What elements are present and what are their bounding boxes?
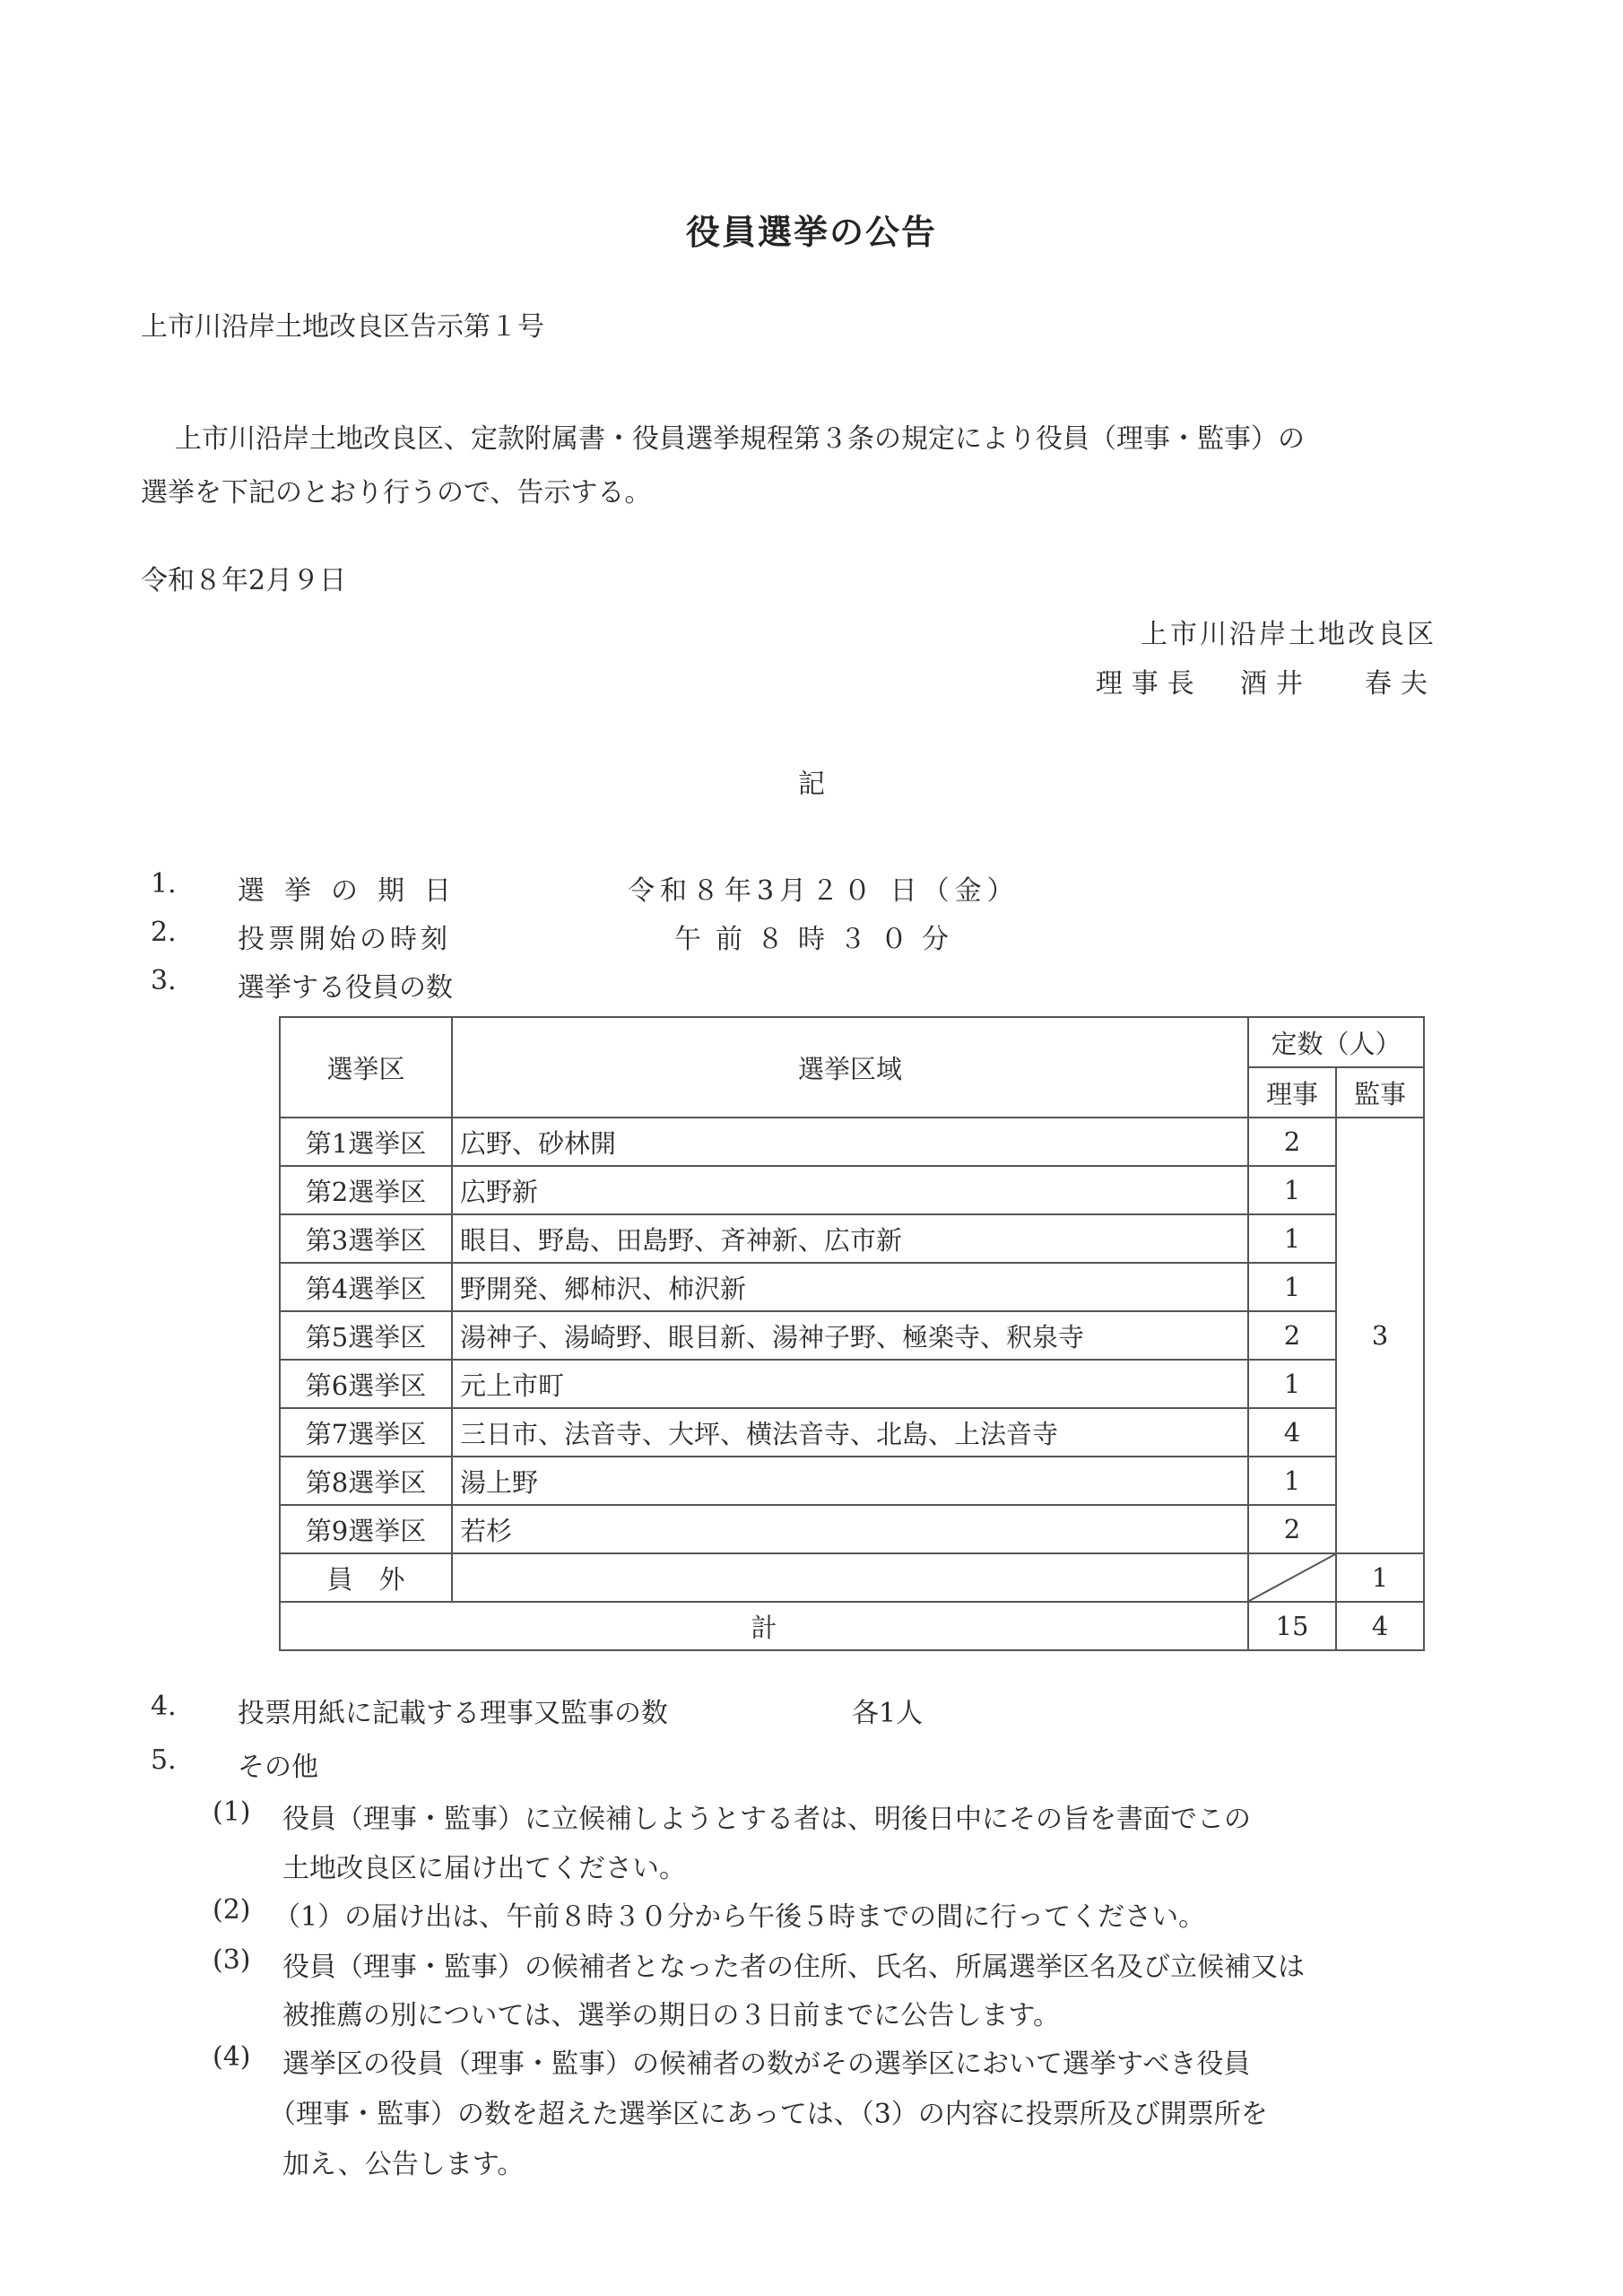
sub-number: (1) — [213, 1796, 251, 1828]
item-number: 1. — [151, 868, 177, 900]
issuer-family-name: 酒井 — [1239, 668, 1312, 700]
header-district: 選挙区 — [280, 1017, 452, 1118]
header-quota: 定数（人） — [1248, 1017, 1424, 1067]
director-count: 2 — [1248, 1505, 1336, 1553]
table-row — [280, 1457, 1424, 1505]
director-count: 2 — [1248, 1118, 1336, 1166]
table-row — [280, 1360, 1424, 1408]
item-label: 選挙の期日 — [238, 875, 471, 907]
item-label: 選挙する役員の数 — [238, 972, 453, 1004]
sub-text-line: 役員（理事・監事）に立候補しようとする者は、明後日中にその旨を書面でこの — [282, 1804, 1251, 1835]
ki-heading: 記 — [798, 769, 825, 800]
item-label: 投票用紙に記載する理事又監事の数 — [238, 1698, 668, 1729]
header-auditor: 監事 — [1336, 1067, 1424, 1118]
director-count: 1 — [1248, 1166, 1336, 1214]
district-area: 広野新 — [452, 1166, 1248, 1214]
director-count: 1 — [1248, 1360, 1336, 1408]
quota-table — [279, 1016, 1425, 1651]
total-label: 計 — [280, 1602, 1248, 1650]
votes-per-ballot: 各1人 — [852, 1698, 924, 1729]
sub-number: (2) — [213, 1894, 251, 1926]
body-text-line-1: 上市川沿岸土地改良区、定款附属書・役員選挙規程第３条の規定により役員（理事・監事）の — [175, 423, 1305, 455]
table-header-row — [280, 1017, 1424, 1067]
table-row — [280, 1311, 1424, 1360]
auditor-count-districts: 3 — [1336, 1118, 1424, 1553]
director-count: 1 — [1248, 1214, 1336, 1263]
ingai-area — [452, 1553, 1248, 1602]
district-area: 若杉 — [452, 1505, 1248, 1553]
sub-text-line: 選挙区の役員（理事・監事）の候補者の数がその選挙区において選挙すべき役員 — [282, 2048, 1251, 2080]
body-text-line-2: 選挙を下記のとおり行うので、告示する。 — [141, 477, 652, 509]
total-director: 15 — [1248, 1602, 1336, 1650]
district-name: 第7選挙区 — [280, 1408, 452, 1457]
ingai-director-na — [1248, 1553, 1336, 1602]
notice-date: 令和８年2月９日 — [141, 565, 347, 596]
item-number: 2. — [151, 917, 177, 948]
district-area: 野開発、郷柿沢、柿沢新 — [452, 1263, 1248, 1311]
director-count: 1 — [1248, 1263, 1336, 1311]
ingai-label: 員 外 — [280, 1553, 452, 1602]
voting-start-time: 午前８時３０分 — [674, 924, 963, 955]
ingai-auditor-count: 1 — [1336, 1553, 1424, 1602]
district-name: 第8選挙区 — [280, 1457, 452, 1505]
diagonal-slash-icon — [1249, 1554, 1335, 1601]
item-label: 投票開始の時刻 — [238, 924, 451, 955]
district-name: 第1選挙区 — [280, 1118, 452, 1166]
table-row — [280, 1505, 1424, 1553]
table-row — [280, 1166, 1424, 1214]
sub-text-line: 土地改良区に届け出てください。 — [282, 1853, 686, 1884]
district-area: 元上市町 — [452, 1360, 1248, 1408]
issuer-organization: 上市川沿岸土地改良区 — [1141, 619, 1436, 650]
director-count: 4 — [1248, 1408, 1336, 1457]
item-number: 5. — [151, 1744, 177, 1776]
item-number: 4. — [151, 1691, 177, 1722]
director-count: 1 — [1248, 1457, 1336, 1505]
district-name: 第2選挙区 — [280, 1166, 452, 1214]
district-name: 第4選挙区 — [280, 1263, 452, 1311]
issuer-position: 理事長 — [1095, 668, 1203, 700]
table-row — [280, 1263, 1424, 1311]
table-row — [280, 1118, 1424, 1166]
sub-number: (3) — [213, 1944, 251, 1976]
sub-text-line: 役員（理事・監事）の候補者となった者の住所、氏名、所属選挙区名及び立候補又は — [282, 1952, 1305, 1983]
issuer-signature — [1096, 666, 1436, 702]
table-row — [280, 1214, 1424, 1263]
district-area: 広野、砂林開 — [452, 1118, 1248, 1166]
issuer-given-name: 春夫 — [1365, 668, 1436, 700]
table-row — [280, 1408, 1424, 1457]
election-date: 令和８年3月２０ 日（金） — [628, 875, 1020, 907]
district-area: 眼目、野島、田島野、斉神新、広市新 — [452, 1214, 1248, 1263]
district-area: 湯上野 — [452, 1457, 1248, 1505]
header-area: 選挙区域 — [452, 1017, 1248, 1118]
page-title: 役員選挙の公告 — [685, 213, 937, 252]
header-director: 理事 — [1248, 1067, 1336, 1118]
director-count: 2 — [1248, 1311, 1336, 1360]
notice-number: 上市川沿岸土地改良区告示第１号 — [141, 311, 544, 343]
total-auditor: 4 — [1336, 1602, 1424, 1650]
sub-text-line: 加え、公告します。 — [282, 2149, 525, 2180]
table-total-row — [280, 1602, 1424, 1650]
sub-text-line: 被推薦の別については、選挙の期日の３日前までに公告します。 — [282, 2000, 1060, 2031]
sub-number: (4) — [213, 2041, 251, 2073]
table-row-ingai — [280, 1553, 1424, 1602]
district-name: 第6選挙区 — [280, 1360, 452, 1408]
sub-text-line: （1）の届け出は、午前８時３０分から午後５時までの間に行ってください。 — [273, 1901, 1206, 1933]
district-name: 第9選挙区 — [280, 1505, 452, 1553]
sub-text-line: （理事・監事）の数を超えた選挙区にあっては、（3）の内容に投票所及び開票所を — [269, 2099, 1268, 2130]
district-name: 第3選挙区 — [280, 1214, 452, 1263]
item-label: その他 — [238, 1752, 318, 1783]
district-name: 第5選挙区 — [280, 1311, 452, 1360]
item-number: 3. — [151, 965, 177, 996]
district-area: 三日市、法音寺、大坪、横法音寺、北島、上法音寺 — [452, 1408, 1248, 1457]
district-area: 湯神子、湯崎野、眼目新、湯神子野、極楽寺、釈泉寺 — [452, 1311, 1248, 1360]
